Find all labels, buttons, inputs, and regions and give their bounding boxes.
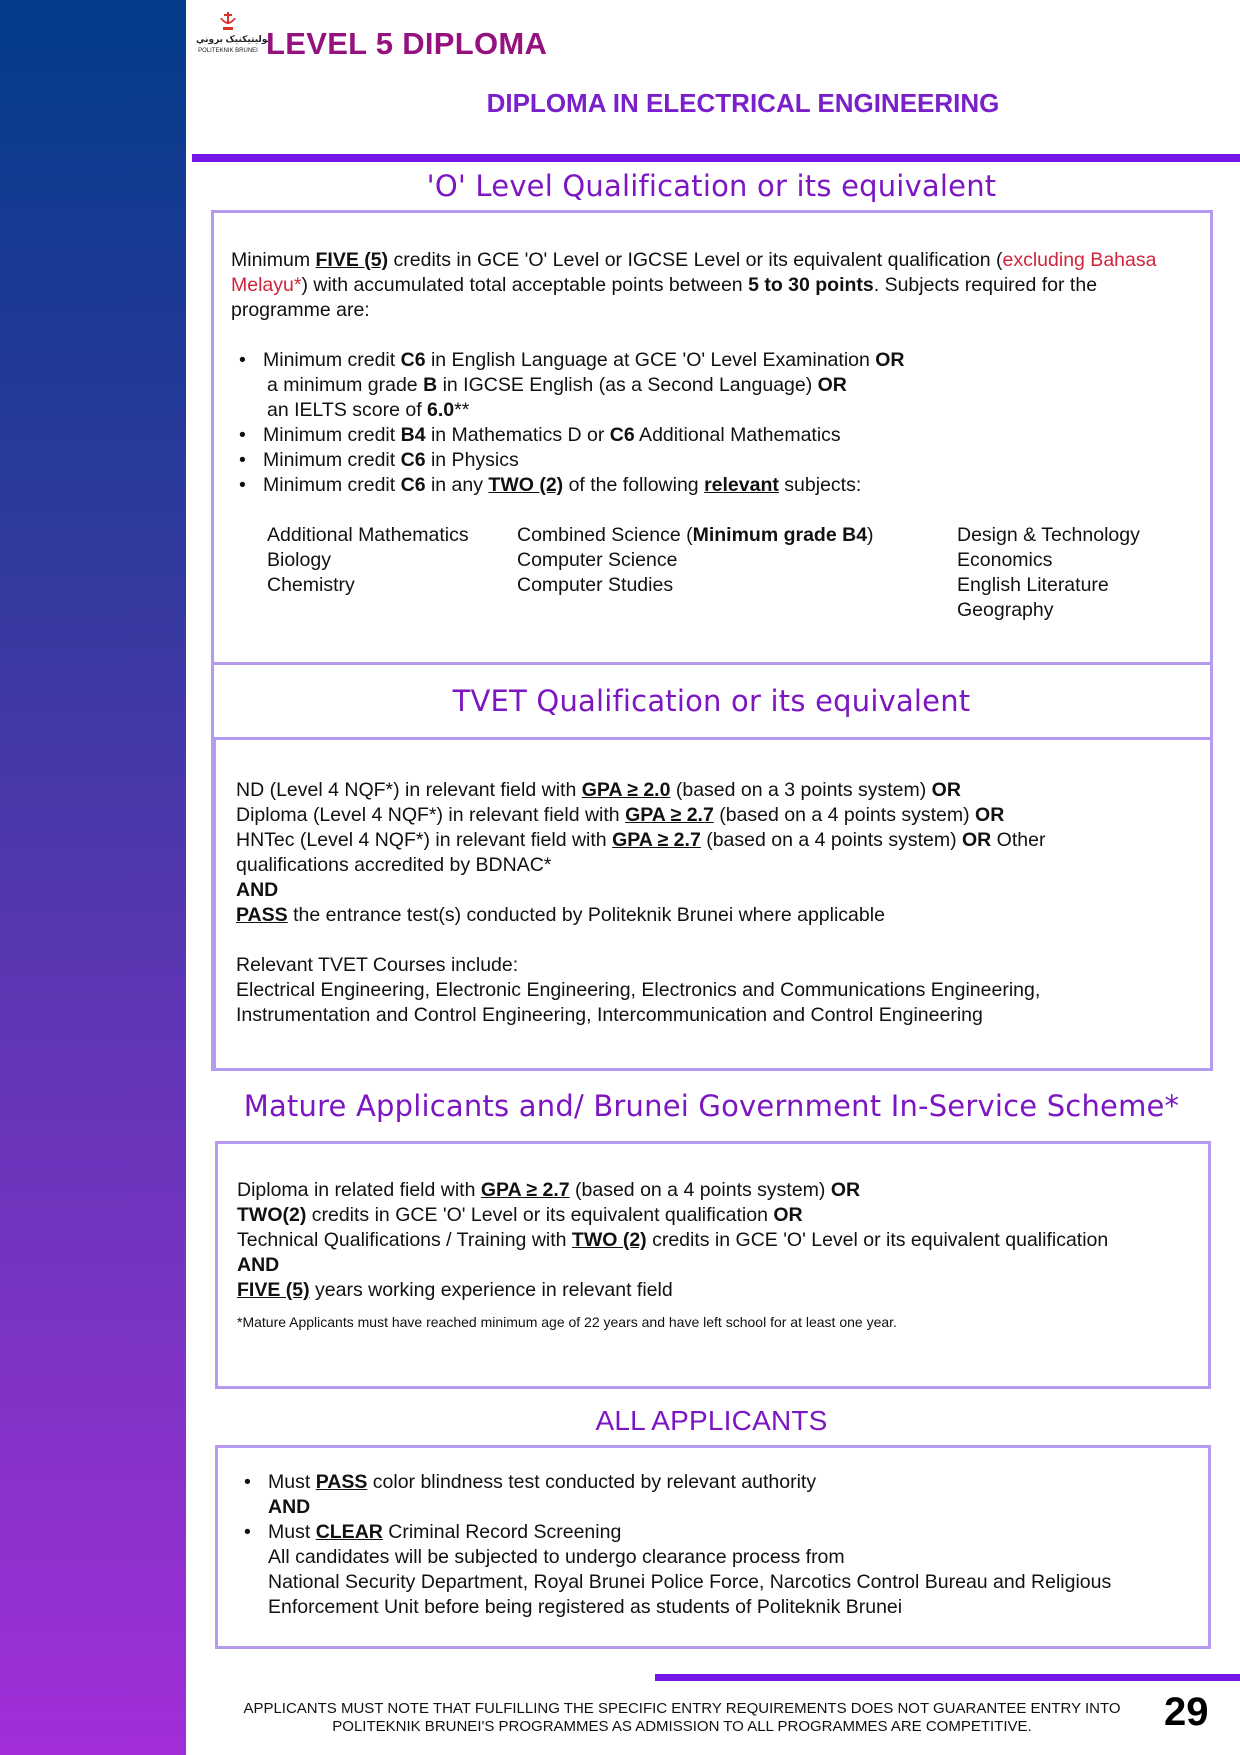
sidebar-gradient [0, 0, 186, 1755]
req-text: National Security Department, Royal Brunei Police Force, Narcotics Control Bureau and Religious [268, 1571, 1112, 1593]
req-text: Minimum credit [263, 349, 401, 371]
o-level-requirements [231, 348, 1196, 498]
req-text: credits in GCE 'O' Level or its equivalent qualification [646, 1229, 1109, 1251]
tvet-requirements [236, 778, 1196, 1028]
req-text: Minimum credit [263, 424, 401, 446]
subject: Chemistry [267, 574, 355, 596]
req-text: Other qualifications accredited by BDNAC* [236, 829, 1046, 876]
crest-icon [217, 10, 239, 32]
or-label: OR [830, 1179, 861, 1201]
grade: C6 [609, 424, 635, 446]
req-text: Minimum credit [263, 474, 401, 496]
req-text: in English Language at GCE 'O' Level Examination [425, 349, 876, 371]
and-text: AND [268, 1496, 311, 1518]
req-text: (based on a 3 points system) [670, 779, 932, 801]
page-number: 29 [1164, 1690, 1209, 1734]
logo-arabic-text: ڤوليتيکنيک بروني [196, 34, 274, 44]
subject: Design & Technology [957, 524, 1140, 546]
requirement-color-blindness [236, 1470, 1196, 1520]
subject [517, 523, 874, 548]
or-label: OR [931, 779, 961, 801]
pass-label: PASS [236, 904, 288, 926]
req-text: years working experience in relevant field [309, 1279, 673, 1301]
mature-footnote: *Mature Applicants must have reached minimum age of 22 years and have left school for at least one year. [237, 1314, 897, 1330]
mature-requirements [237, 1178, 1197, 1331]
req-text: ** [454, 399, 470, 421]
two-subjects: TWO (2) [488, 474, 564, 496]
gpa: GPA ≥ 2.7 [480, 1179, 570, 1201]
grade: C6 [400, 449, 426, 471]
courses-label: Relevant TVET Courses include: [236, 954, 519, 976]
subject: Computer Science [517, 549, 678, 571]
tvet-entrance-test [236, 903, 1196, 928]
grade: C6 [400, 474, 426, 496]
or-label: OR [817, 374, 847, 396]
subject-name: Combined Science ( [517, 524, 693, 546]
req-text: a minimum grade [267, 374, 424, 396]
req-text: in Mathematics D or [425, 424, 610, 446]
or-label: OR [962, 829, 992, 851]
courses-line: Instrumentation and Control Engineering, Intercommunication and Control Engineering [236, 1004, 983, 1026]
all-applicants-requirements [236, 1470, 1196, 1620]
grade: B4 [400, 424, 426, 446]
req-text: credits in GCE 'O' Level or its equivalent qualification [306, 1204, 774, 1226]
req-text: Must [268, 1471, 316, 1493]
disclaimer-line: POLITEKNIK BRUNEI'S PROGRAMMES AS ADMISSION TO ALL PROGRAMMES ARE COMPETITIVE. [332, 1718, 1032, 1735]
req-text: (based on a 4 points system) [569, 1179, 831, 1201]
tvet-hntec [236, 828, 1116, 878]
footer-divider [655, 1674, 1240, 1681]
req-text: in IGCSE English (as a Second Language) [437, 374, 818, 396]
gpa: GPA ≥ 2.0 [581, 779, 671, 801]
req-text: of the following [563, 474, 705, 496]
subject: Geography [957, 599, 1054, 621]
subjects-column-3 [957, 523, 1140, 623]
five-credits: FIVE (5) [315, 249, 389, 271]
o-level-box [211, 210, 1213, 665]
two-credits: TWO(2) [237, 1204, 307, 1226]
req-text: subjects: [778, 474, 862, 496]
and-text: AND [237, 1254, 280, 1276]
requirement-criminal-record [236, 1520, 1196, 1620]
req-text: All candidates will be subjected to undergo clearance process from [268, 1546, 845, 1568]
courses-line: Electrical Engineering, Electronic Engineering, Electronics and Communications Engineering, [236, 979, 1041, 1001]
req-text: (based on a 4 points system) [713, 804, 976, 826]
and-label [237, 1253, 1197, 1278]
level-title: LEVEL 5 DIPLOMA [266, 26, 548, 61]
subjects-column-1 [267, 523, 469, 598]
req-text: in Physics [425, 449, 519, 471]
tvet-nd [236, 778, 1196, 803]
req-text: Enforcement Unit before being registered as students of Politeknik Brunei [268, 1596, 903, 1618]
mature-experience [237, 1278, 1197, 1303]
gpa: GPA ≥ 2.7 [625, 804, 714, 826]
or-label: OR [773, 1204, 803, 1226]
mature-title: Mature Applicants and/ Brunei Government In-Service Scheme* [243, 1089, 1180, 1123]
intro-text: credits in GCE 'O' Level or IGCSE Level or its equivalent qualification ( [388, 249, 1003, 271]
logo-text: POLITEKNIK BRUNEI [198, 48, 258, 54]
subject: Computer Studies [517, 574, 674, 596]
all-applicants-title: ALL APPLICANTS [595, 1405, 828, 1436]
minimum-grade: Minimum grade B4 [692, 524, 868, 546]
intro-text: ) with accumulated total acceptable points between [301, 274, 749, 296]
o-level-intro [231, 248, 1196, 323]
requirement-mathematics [231, 423, 1196, 448]
or-label: OR [875, 349, 905, 371]
req-text: Minimum credit [263, 449, 401, 471]
requirement-english [231, 348, 1196, 423]
and-label [236, 878, 1196, 903]
subjects-column-2 [517, 523, 874, 598]
intro-text: Minimum [231, 249, 316, 271]
mature-box [215, 1141, 1211, 1389]
all-applicants-box [215, 1445, 1211, 1649]
subject: Biology [267, 549, 331, 571]
points-range: 5 to 30 points [748, 274, 874, 296]
o-level-title: 'O' Level Qualification or its equivalent [426, 169, 997, 203]
and-text: AND [236, 879, 279, 901]
subjects-list [267, 523, 1197, 623]
excluding-note: excluding Bahasa Melayu* [231, 249, 1157, 296]
req-text: Additional Mathematics [634, 424, 841, 446]
or-label: OR [975, 804, 1005, 826]
politeknik-logo [196, 10, 274, 62]
intro-text: . Subjects required for the programme are: [231, 274, 1098, 321]
mature-technical [237, 1228, 1197, 1253]
subject-name: ) [867, 524, 874, 546]
req-text: color blindness test conducted by relevant authority [367, 1471, 817, 1493]
requirement-physics [231, 448, 1196, 473]
disclaimer-line: APPLICANTS MUST NOTE THAT FULFILLING THE SPECIFIC ENTRY REQUIREMENTS DOES NOT GUARANTEE ENTRY INTO [243, 1700, 1121, 1717]
req-text: an IELTS score of [267, 399, 428, 421]
header-divider [192, 154, 1240, 162]
mature-o-level [237, 1203, 1197, 1228]
clear-label: CLEAR [315, 1521, 383, 1543]
five-years: FIVE (5) [237, 1279, 310, 1301]
req-text: the entrance test(s) conducted by Politeknik Brunei where applicable [287, 904, 885, 926]
req-text: Diploma in related field with [237, 1179, 481, 1201]
req-text: Technical Qualifications / Training with [237, 1229, 572, 1251]
ielts-score: 6.0 [427, 399, 455, 421]
requirement-relevant-subjects [231, 473, 1196, 498]
req-text: Diploma (Level 4 NQF*) in relevant field with [236, 804, 626, 826]
two-credits: TWO (2) [571, 1229, 647, 1251]
mature-diploma [237, 1178, 1197, 1203]
req-text: ND (Level 4 NQF*) in relevant field with [236, 779, 582, 801]
subject: Economics [957, 549, 1053, 571]
programme-title: DIPLOMA IN ELECTRICAL ENGINEERING [486, 88, 1000, 118]
pass-label: PASS [315, 1471, 368, 1493]
tvet-diploma [236, 803, 1196, 828]
req-text: in any [425, 474, 489, 496]
req-text: (based on a 4 points system) [700, 829, 963, 851]
subject: English Literature [957, 574, 1109, 596]
req-text: Must [268, 1521, 316, 1543]
grade: C6 [400, 349, 426, 371]
gpa: GPA ≥ 2.7 [612, 829, 701, 851]
footer-disclaimer [222, 1700, 1142, 1736]
subject: Additional Mathematics [267, 524, 469, 546]
req-text: HNTec (Level 4 NQF*) in relevant field with [236, 829, 613, 851]
req-text: Criminal Record Screening [382, 1521, 622, 1543]
relevant-label: relevant [704, 474, 779, 496]
tvet-box [211, 737, 1213, 1071]
grade: B [423, 374, 438, 396]
tvet-title: TVET Qualification or its equivalent [452, 684, 971, 718]
